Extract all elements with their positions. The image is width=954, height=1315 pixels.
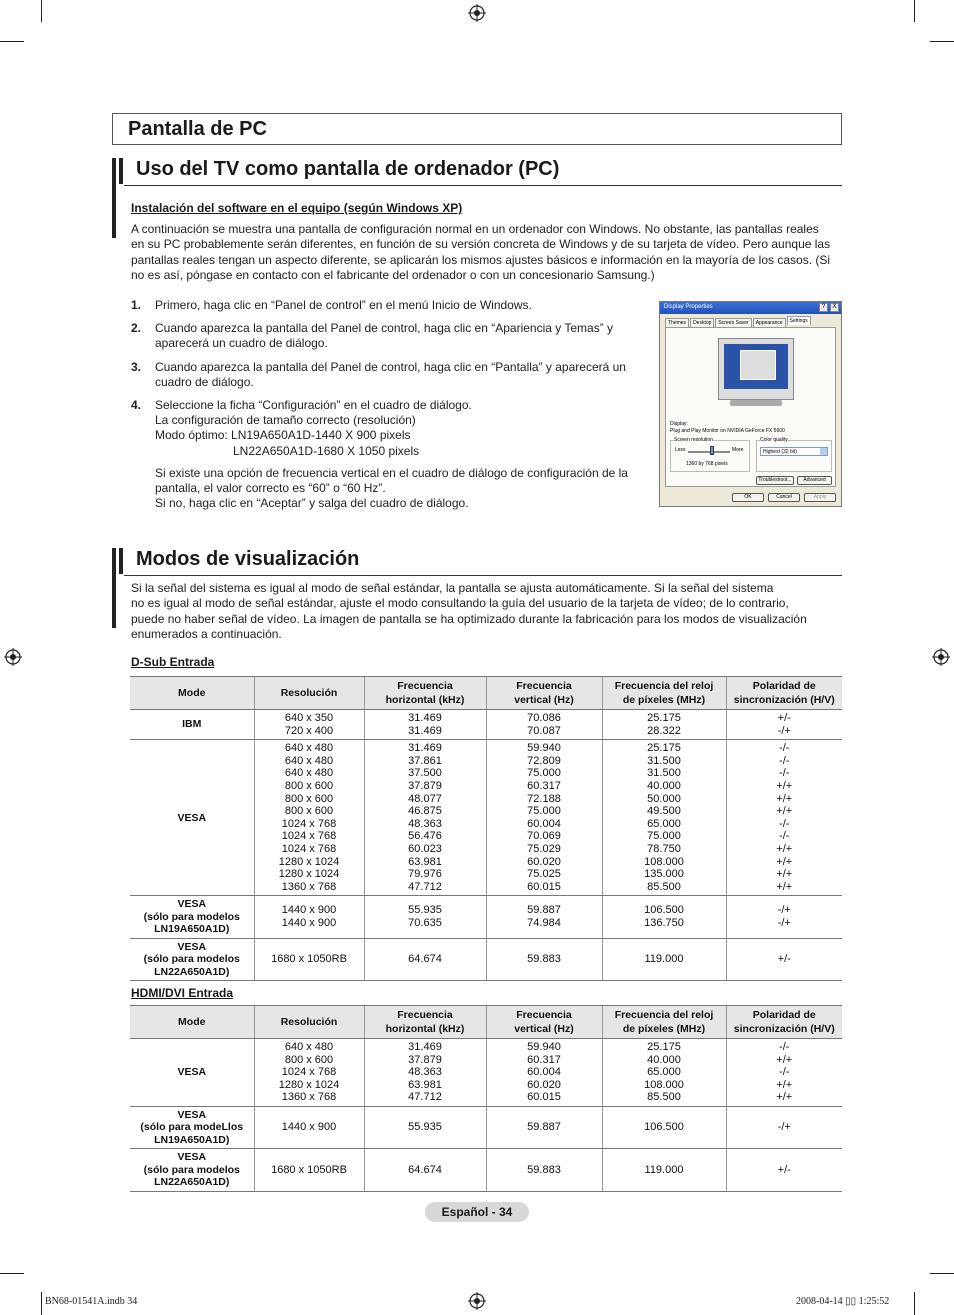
tab-appearance[interactable]: Appearance	[753, 318, 786, 327]
step-text: aparecerá un cuadro de diálogo.	[155, 336, 328, 351]
crop-mark	[930, 1273, 954, 1274]
step-item	[131, 298, 646, 313]
color-group	[756, 440, 832, 472]
table-header-cell: Frecuencia del reloj de píxeles (MHz)	[602, 1006, 726, 1039]
resolution-label: Screen resolution	[674, 437, 713, 443]
dsub-table	[130, 676, 842, 981]
step-item	[131, 321, 646, 351]
apply-button[interactable]: Apply	[804, 493, 836, 502]
table-cell: 64.674	[364, 1149, 486, 1192]
text-line: enumerados a continuación.	[131, 626, 282, 641]
table-header-cell: Frecuencia horizontal (kHz)	[364, 677, 486, 710]
table-cell: 64.674	[364, 938, 486, 981]
sidebar-rule	[112, 574, 116, 628]
table-header-cell: Mode	[130, 1006, 254, 1039]
monitor-stand	[730, 400, 782, 406]
step-text: Modo óptimo: LN19A650A1D-1440 X 900 pixels	[155, 428, 411, 443]
text-line: puede no haber señal de vídeo. La imagen de pantalla se ha optimizado durante la fabricación para los modos de visualización	[131, 611, 807, 626]
table-row	[130, 710, 842, 740]
table-cell: 119.000	[602, 938, 726, 981]
monitor-icon	[718, 338, 794, 400]
step-item	[131, 360, 646, 390]
table-cell: 106.500 136.750	[602, 896, 726, 939]
help-button[interactable]: ?	[819, 303, 828, 312]
step-text: pantalla, el valor correcto es “60” o “60 Hz”.	[155, 481, 386, 496]
table-header-cell: Resolución	[254, 677, 364, 710]
section-title: Modos de visualización	[136, 548, 360, 570]
table-cell: 31.469 37.861 37.500 37.879 48.077 46.875 48.363 56.476 60.023 63.981 79.976 47.712	[364, 740, 486, 896]
step-text: cuadro de diálogo.	[155, 374, 254, 389]
dialog-tabs	[665, 318, 812, 327]
resolution-slider[interactable]	[688, 451, 730, 453]
section-heading-modes	[112, 548, 842, 574]
chevron-down-icon	[820, 448, 827, 455]
step-number: 3.	[131, 359, 142, 374]
advanced-button[interactable]: Advanced	[797, 476, 832, 485]
table-cell: 55.935	[364, 1106, 486, 1149]
table-cell: VESA	[130, 740, 254, 896]
section-title: Uso del TV como pantalla de ordenador (PC)	[136, 158, 560, 180]
table-cell: +/- -/+	[726, 710, 842, 740]
sidebar-rule	[112, 184, 116, 238]
tab-desktop[interactable]: Desktop	[690, 318, 714, 327]
table-cell: IBM	[130, 710, 254, 740]
step-text: Si existe una opción de frecuencia vertical en el cuadro de diálogo de configuración de la	[155, 465, 628, 480]
page-title: Pantalla de PC	[128, 118, 267, 140]
registration-mark-icon	[4, 648, 22, 666]
resolution-value: 1360 by 768 pixels	[686, 461, 728, 467]
table-cell: 640 x 350 720 x 400	[254, 710, 364, 740]
text-line: A continuación se muestra una pantalla de configuración normal en un ordenador con Windows. No obstante, las pantallas reales	[131, 222, 819, 236]
crop-mark	[41, 0, 42, 22]
table-header-row	[130, 1006, 842, 1039]
crop-mark	[0, 1273, 24, 1274]
page-title-box	[112, 113, 842, 145]
install-subheading: Instalación del software en el equipo (según Windows XP)	[131, 201, 463, 215]
table-header-cell: Frecuencia vertical (Hz)	[486, 677, 602, 710]
table-cell: 70.086 70.087	[486, 710, 602, 740]
modes-intro-paragraph	[131, 581, 846, 642]
table-header-row	[130, 677, 842, 710]
table-cell: VESA (sólo para modelos LN19A650A1D)	[130, 896, 254, 939]
crop-mark	[0, 41, 24, 42]
table-cell: 1440 x 900 1440 x 900	[254, 896, 364, 939]
heading-bar	[112, 548, 116, 574]
table-header-cell: Mode	[130, 677, 254, 710]
less-label: Less	[675, 447, 686, 453]
step-text: Si no, haga clic en “Aceptar” y salga del cuadro de diálogo.	[155, 496, 469, 511]
step-text: Primero, haga clic en “Panel de control” en el menú Inicio de Windows.	[155, 298, 532, 312]
heading-rule	[124, 185, 842, 186]
table-cell: 1680 x 1050RB	[254, 1149, 364, 1192]
crop-mark	[914, 1292, 915, 1315]
crop-mark	[914, 0, 915, 22]
hdmi-label: HDMI/DVI Entrada	[131, 986, 234, 1000]
table-row	[130, 1106, 842, 1149]
text-line: no es igual al modo de señal estándar, ajuste el modo consultando la guía del usuario de la tarjeta de vídeo; de lo contrario,	[131, 596, 789, 611]
table-cell: +/-	[726, 938, 842, 981]
table-cell: 25.175 31.500 31.500 40.000 50.000 49.500 65.000 75.000 78.750 108.000 135.000 85.500	[602, 740, 726, 896]
table-cell: 25.175 28.322	[602, 710, 726, 740]
page-number-badge: Español - 34	[425, 1202, 529, 1222]
table-cell: 55.935 70.635	[364, 896, 486, 939]
text-line: pantallas reales tengan un aspecto diferente, se aplicarán los mismos ajustes básicos e información en la mayoría de los casos. (Si	[131, 252, 831, 267]
more-label: More	[732, 447, 744, 453]
dialog-titlebar	[660, 302, 841, 314]
slider-thumb[interactable]	[710, 446, 714, 455]
heading-rule	[124, 575, 842, 576]
section-heading-pc	[112, 158, 842, 184]
heading-bar	[119, 158, 123, 184]
step-item	[131, 398, 646, 511]
table-cell: 25.175 40.000 65.000 108.000 85.500	[602, 1039, 726, 1107]
table-header-cell: Polaridad de sincronización (H/V)	[726, 1006, 842, 1039]
table-cell: -/- +/+ -/- +/+ +/+	[726, 1039, 842, 1107]
heading-bar	[119, 548, 123, 574]
cancel-button[interactable]: Cancel	[768, 493, 800, 502]
crop-mark	[930, 41, 954, 42]
table-header-cell: Resolución	[254, 1006, 364, 1039]
dialog-title: Display Properties	[664, 304, 713, 310]
step-text: Seleccione la ficha “Configuración” en el cuadro de diálogo.	[155, 398, 472, 413]
slug-right: 2008-04-14 ▯▯ 1:25:52	[796, 1296, 890, 1307]
step-text: La configuración de tamaño correcto (resolución)	[155, 413, 416, 428]
registration-mark-icon	[468, 4, 486, 22]
table-header-cell: Frecuencia vertical (Hz)	[486, 1006, 602, 1039]
table-header-cell: Frecuencia horizontal (kHz)	[364, 1006, 486, 1039]
table-cell: VESA (sólo para modelos LN22A650A1D)	[130, 938, 254, 981]
table-cell: 1440 x 900	[254, 1106, 364, 1149]
text-line: en su PC probablemente serán diferentes, en función de su versión concreta de Windows y de su tarjeta de vídeo. Pero aunque las	[131, 237, 831, 252]
crop-mark	[41, 1292, 42, 1315]
troubleshoot-button[interactable]: Troubleshoot...	[756, 476, 794, 485]
table-header-cell: Frecuencia del reloj de píxeles (MHz)	[602, 677, 726, 710]
table-cell: 59.940 60.317 60.004 60.020 60.015	[486, 1039, 602, 1107]
close-button[interactable]: X	[830, 303, 839, 312]
table-row	[130, 896, 842, 939]
table-row	[130, 740, 842, 896]
table-cell: 31.469 37.879 48.363 63.981 47.712	[364, 1039, 486, 1107]
registration-mark-icon	[468, 1292, 486, 1310]
color-value: Highest (32 bit)	[763, 449, 797, 455]
color-label: Color quality	[760, 437, 788, 443]
table-cell: VESA	[130, 1039, 254, 1107]
hdmi-table	[130, 1005, 842, 1192]
step-number: 4.	[131, 398, 142, 413]
ok-button[interactable]: OK	[732, 493, 764, 502]
dsub-label: D-Sub Entrada	[131, 655, 215, 669]
tab-settings[interactable]: Settings	[787, 316, 811, 325]
table-cell: 1680 x 1050RB	[254, 938, 364, 981]
table-cell: +/-	[726, 1149, 842, 1192]
table-cell: 119.000	[602, 1149, 726, 1192]
step-text: Cuando aparezca la pantalla del Panel de control, haga clic en “Pantalla” y aparecerá un	[155, 359, 626, 374]
table-row	[130, 938, 842, 981]
table-cell: -/+	[726, 1106, 842, 1149]
step-number: 2.	[131, 321, 142, 336]
text-line: Si la señal del sistema es igual al modo de señal estándar, la pantalla se ajusta automáticamente. Si la señal del sistema	[131, 581, 774, 595]
table-cell: 59.940 72.809 75.000 60.317 72.188 75.000 60.004 70.069 75.029 60.020 75.025 60.015	[486, 740, 602, 896]
table-cell: VESA (sólo para modeLlos LN19A650A1D)	[130, 1106, 254, 1149]
table-row	[130, 1039, 842, 1107]
tab-themes[interactable]: Themes	[665, 318, 689, 327]
text-line: no es así, póngase en contacto con el fabricante del ordenador o con un concesionario Samsung.)	[131, 267, 655, 282]
settings-panel	[665, 327, 836, 487]
slug-left: BN68-01541A.indb 34	[45, 1296, 138, 1307]
table-header-cell: Polaridad de sincronización (H/V)	[726, 677, 842, 710]
display-properties-screenshot	[659, 301, 842, 507]
monitor-screen	[724, 344, 788, 389]
table-cell: 59.887 74.984	[486, 896, 602, 939]
resolution-group	[670, 440, 750, 472]
display-label: Display:	[670, 421, 688, 427]
table-cell: 31.469 31.469	[364, 710, 486, 740]
table-cell: 106.500	[602, 1106, 726, 1149]
table-cell: -/- -/- -/- +/+ +/+ +/+ -/- -/- +/+ +/+ +/+ +/+	[726, 740, 842, 896]
step-text: LN22A650A1D-1680 X 1050 pixels	[233, 443, 420, 458]
display-value: Plug and Play Monitor on NVIDIA GeForce FX 5600	[670, 428, 785, 434]
table-cell: 640 x 480 640 x 480 640 x 480 800 x 600 800 x 600 800 x 600 1024 x 768 1024 x 768 1024 x 768 1280 x 1024 1280 x 1024 1360 x 768	[254, 740, 364, 896]
table-row	[130, 1149, 842, 1192]
table-cell: 640 x 480 800 x 600 1024 x 768 1280 x 1024 1360 x 768	[254, 1039, 364, 1107]
intro-paragraph	[131, 222, 846, 283]
step-text: Cuando aparezca la pantalla del Panel de control, haga clic en “Apariencia y Temas” y	[155, 321, 614, 336]
table-cell: 59.887	[486, 1106, 602, 1149]
table-cell: 59.883	[486, 938, 602, 981]
tab-screen-saver[interactable]: Screen Saver	[715, 318, 751, 327]
table-cell: 59.883	[486, 1149, 602, 1192]
heading-bar	[112, 158, 116, 184]
steps-list	[131, 298, 646, 519]
registration-mark-icon	[932, 648, 950, 666]
table-cell: VESA (sólo para modelos LN22A650A1D)	[130, 1149, 254, 1192]
step-number: 1.	[131, 298, 142, 312]
table-cell: -/+ -/+	[726, 896, 842, 939]
color-select[interactable]	[760, 447, 828, 456]
window-icon	[740, 350, 776, 380]
